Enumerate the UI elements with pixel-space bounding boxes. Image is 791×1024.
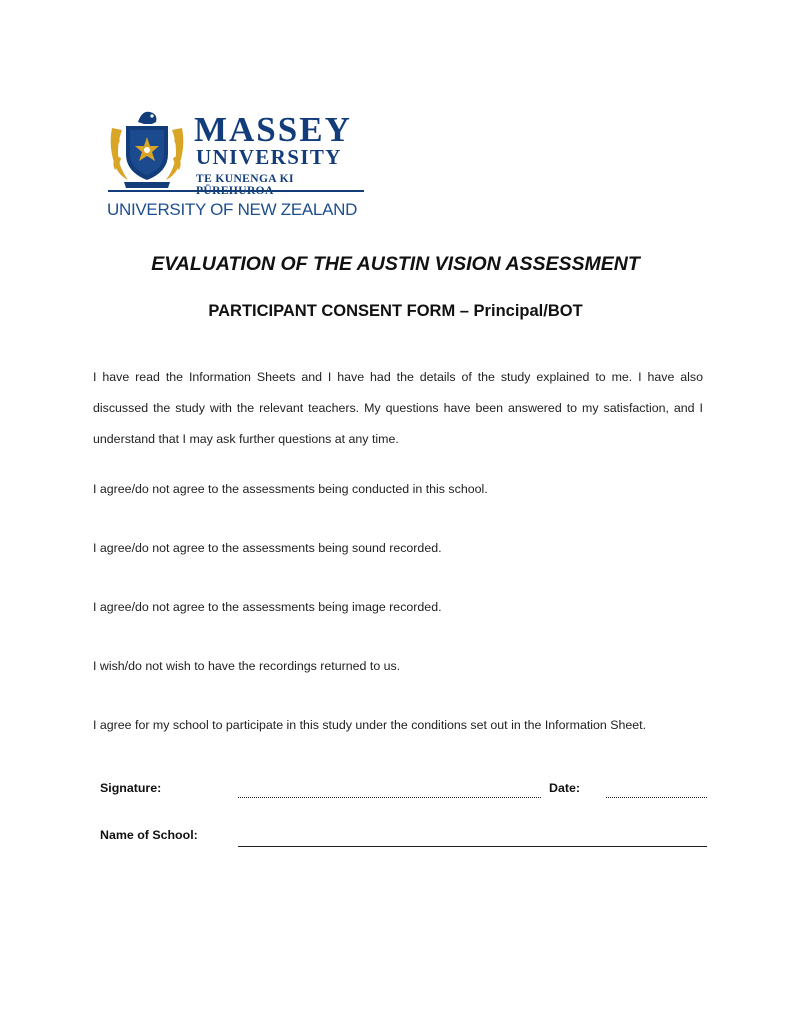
intro-paragraph: I have read the Information Sheets and I have had the details of the study explained to me. I have also discussed the study with the relevant teachers. My questions have been answered to my satisfaction, and I understand that I may ask further questions at any time. <box>93 370 703 446</box>
school-name-line <box>238 846 707 847</box>
signature-line <box>238 797 541 798</box>
date-line <box>606 797 707 798</box>
logo-maori-text: TE KUNENGA KI <box>196 173 294 185</box>
consent-statement: I agree/do not agree to the assessments being sound recorded. <box>93 541 442 555</box>
logo-university-text: UNIVERSITY <box>196 145 342 169</box>
consent-statement: I agree/do not agree to the assessments being conducted in this school. <box>93 482 488 496</box>
date-label: Date: <box>549 781 580 795</box>
massey-logo <box>108 108 370 223</box>
school-name-label: Name of School: <box>100 828 198 842</box>
crest-icon <box>108 108 186 190</box>
document-title: EVALUATION OF THE AUSTIN VISION ASSESSMENT <box>151 253 640 275</box>
consent-statement: I agree/do not agree to the assessments being image recorded. <box>93 600 442 614</box>
document-subtitle: PARTICIPANT CONSENT FORM – Principal/BOT <box>208 302 583 320</box>
logo-massey-text: MASSEY <box>194 110 352 149</box>
signature-label: Signature: <box>100 781 162 795</box>
consent-statement: I wish/do not wish to have the recordings returned to us. <box>93 659 401 673</box>
consent-statement: I agree for my school to participate in this study under the conditions set out in the Information Sheet. <box>93 718 647 732</box>
logo-divider <box>108 190 364 192</box>
logo-tagline: UNIVERSITY OF NEW ZEALAND <box>107 200 358 219</box>
